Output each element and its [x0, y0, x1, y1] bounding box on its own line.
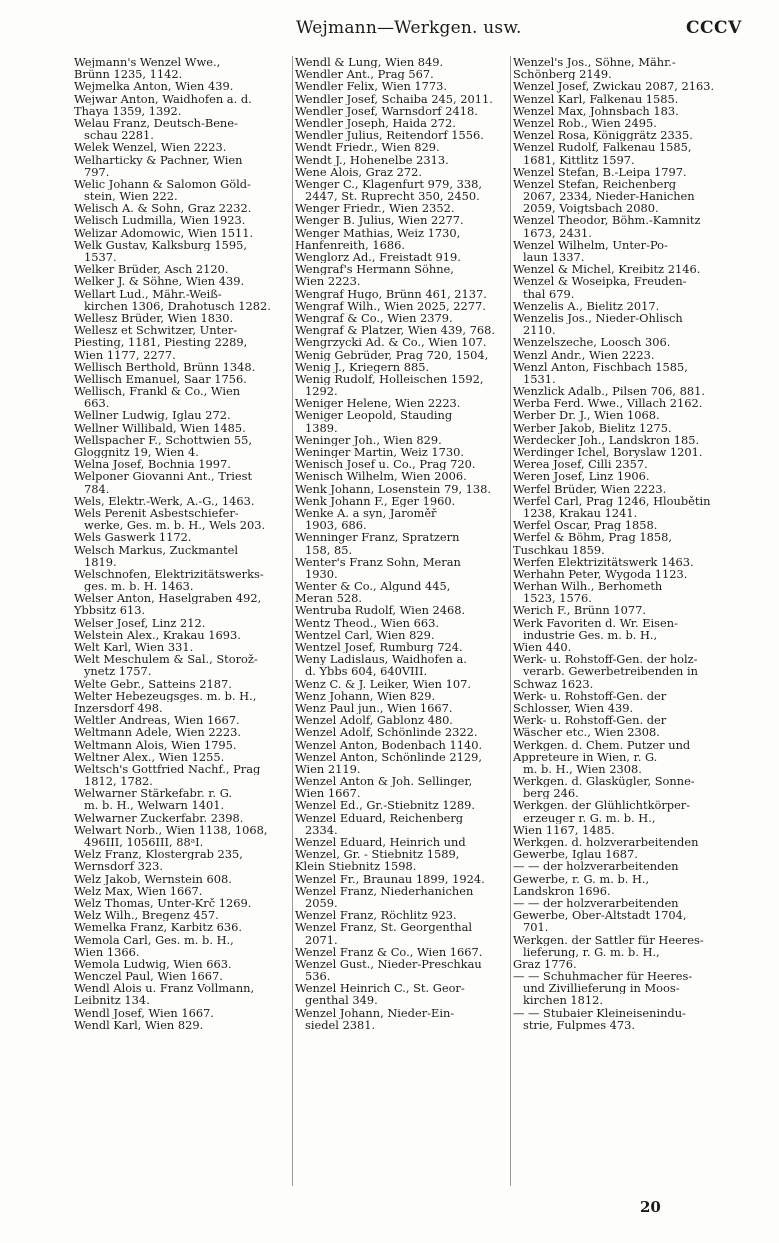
directory-line: Leibnitz 134.: [74, 994, 150, 1007]
directory-line: berg 246.: [523, 787, 579, 800]
directory-line: — — Schuhmacher für Heeres-: [513, 970, 693, 983]
directory-line: Wenisch Josef u. Co., Prag 720.: [295, 458, 476, 471]
directory-line: Wien 1177, 2277.: [74, 348, 176, 361]
directory-line: Werkgen. d. Chem. Putzer und: [513, 738, 691, 751]
directory-line: Wejwar Anton, Waidhofen a. d.: [74, 92, 252, 105]
directory-line: 2334.: [305, 823, 338, 836]
directory-line: Welker Brüder, Asch 2120.: [74, 263, 229, 276]
directory-line: Wien 1167, 1485.: [513, 823, 615, 836]
directory-line: Wenzelszeche, Loosch 306.: [513, 336, 671, 349]
directory-line: industrie Ges. m. b. H.,: [523, 628, 658, 641]
directory-line: genthal 349.: [305, 994, 378, 1007]
directory-line: 1673, 2431.: [523, 226, 592, 239]
directory-line: Wenzel Wilhelm, Unter-Po-: [513, 238, 668, 251]
directory-line: Wengraf Hugo, Brünn 461, 2137.: [295, 287, 487, 300]
directory-line: erzeuger r. G. m. b. H.,: [523, 811, 656, 824]
directory-line: Wentzel Carl, Wien 829.: [295, 628, 435, 641]
directory-line: Welt Meschulem & Sal., Storož-: [74, 653, 258, 666]
directory-line: Wenzel & Woseipka, Freuden-: [513, 275, 687, 288]
directory-line: Wellspacher F., Schottwien 55,: [74, 433, 252, 446]
directory-line: m. b. H., Welwarn 1401.: [84, 799, 225, 812]
directory-line: 1389.: [305, 421, 338, 434]
directory-line: Wenzel Franz, Röchlitz 923.: [295, 909, 457, 922]
directory-line: Werdecker Joh., Landskron 185.: [513, 433, 700, 446]
directory-line: Wien 2223.: [295, 275, 361, 288]
directory-line: Welz Wilh., Bregenz 457.: [74, 909, 219, 922]
directory-line: Schwaz 1623.: [513, 677, 594, 690]
directory-line: lieferung, r. G. m. b. H.,: [523, 945, 660, 958]
directory-line: Wellisch Emanuel, Saar 1756.: [74, 372, 247, 386]
directory-line: Wene Alois, Graz 272.: [295, 165, 422, 178]
directory-line: Schönberg 2149.: [513, 68, 612, 81]
directory-line: 1930.: [305, 567, 338, 581]
directory-line: 1812, 1782.: [84, 775, 153, 788]
directory-line: Wellner Willibald, Wien 1485.: [74, 421, 246, 434]
directory-line: Tuschkau 1859.: [513, 543, 605, 556]
directory-line: Wemola Ludwig, Wien 663.: [74, 957, 232, 971]
directory-line: Wäscher etc., Wien 2308.: [513, 726, 660, 739]
directory-line: Werfel Oscar, Prag 1858.: [513, 519, 658, 532]
directory-line: Werkgen. d. holzverarbeitenden: [513, 836, 699, 849]
directory-line: stein, Wien 222.: [84, 190, 178, 203]
directory-line: kirchen 1812.: [523, 994, 604, 1007]
directory-line: Wenzel Theodor, Böhm.-Kamnitz: [513, 214, 701, 227]
directory-line: Inzersdorf 498.: [74, 701, 163, 715]
directory-line: Weniger Helene, Wien 2223.: [295, 397, 461, 410]
directory-line: Wenisch Wilhelm, Wien 2006.: [295, 470, 467, 483]
directory-line: Wenzel Anton, Bodenbach 1140.: [295, 738, 483, 751]
directory-line: Wenzlick Adalb., Pilsen 706, 881.: [513, 385, 705, 398]
directory-line: Welwart Norb., Wien 1138, 1068,: [74, 823, 268, 836]
directory-line: Wenger C., Klagenfurt 979, 338,: [295, 177, 482, 191]
directory-line: Wendt J., Hohenelbe 2313.: [295, 153, 449, 166]
page-header: [0, 12, 779, 46]
directory-line: Werkgen. der Sattler für Heeres-: [513, 933, 704, 946]
directory-line: Welser Anton, Haselgraben 492,: [74, 592, 262, 605]
directory-line: Wentruba Rudolf, Wien 2468.: [295, 604, 466, 617]
directory-line: Gewerbe, Iglau 1687.: [513, 848, 638, 861]
directory-line: laun 1337.: [523, 251, 585, 264]
directory-line: Wengraf & Platzer, Wien 439, 768.: [295, 324, 496, 337]
directory-line: Wellner Ludwig, Iglau 272.: [74, 409, 231, 422]
directory-line: Welte Gebr., Satteins 2187.: [74, 677, 232, 690]
directory-line: Wenk Johann F., Eger 1960.: [295, 494, 456, 507]
directory-line: Weltsch's Gottfried Nachf., Prag: [74, 762, 261, 776]
directory-line: kirchen 1306, Drahotusch 1282.: [84, 299, 271, 312]
directory-line: Wellesz Brüder, Wien 1830.: [74, 311, 234, 325]
column-3: [510, 56, 725, 1186]
directory-columns: [74, 56, 722, 1186]
directory-line: 1681, Kittlitz 1597.: [523, 153, 635, 166]
directory-line: Wellart Lud., Mähr.-Weiß-: [74, 287, 222, 300]
directory-line: Weltmann Adele, Wien 2223.: [74, 726, 241, 739]
directory-line: werke, Ges. m. b. H., Wels 203.: [84, 519, 266, 532]
directory-line: 2067, 2334, Nieder-Hanichen: [523, 190, 695, 203]
directory-line: Welser Josef, Linz 212.: [74, 616, 206, 629]
directory-line: Werhahn Peter, Wygoda 1123.: [513, 567, 688, 581]
directory-line: 2447, St. Ruprecht 350, 2450.: [305, 190, 480, 203]
directory-line: Welk Gustav, Kalksburg 1595,: [74, 238, 247, 251]
directory-line: Welharticky & Pachner, Wien: [74, 153, 243, 166]
directory-line: Wenz Paul jun., Wien 1667.: [295, 701, 453, 715]
directory-line: Werhan Wilh., Berhometh: [513, 580, 663, 593]
directory-line: Wemola Carl, Ges. m. b. H.,: [74, 933, 234, 946]
directory-line: Welschnofen, Elektrizitätswerks-: [74, 567, 264, 581]
directory-line: 784.: [84, 482, 110, 495]
footer-mark: 20: [640, 1198, 661, 1216]
directory-line: Welz Jakob, Wernstein 608.: [74, 872, 232, 885]
directory-line: Welz Max, Wien 1667.: [74, 884, 203, 897]
directory-line: Welt Karl, Wien 331.: [74, 641, 194, 654]
directory-line: Wenter & Co., Algund 445,: [295, 580, 451, 593]
directory-line: Wenzl Anton, Fischbach 1585,: [513, 360, 688, 373]
directory-line: Wenig Gebrüder, Prag 720, 1504,: [295, 348, 489, 361]
directory-line: Werber Dr. J., Wien 1068.: [513, 409, 660, 422]
directory-line: 701.: [523, 921, 549, 934]
directory-line: Weltler Andreas, Wien 1667.: [74, 714, 240, 727]
directory-line: siedel 2381.: [305, 1018, 376, 1031]
directory-line: Welizar Adomowic, Wien 1511.: [74, 226, 254, 239]
directory-line: Wenzel Rob., Wien 2495.: [513, 116, 657, 130]
directory-line: 1238, Krakau 1241.: [523, 506, 638, 520]
directory-line: Wien 1366.: [74, 945, 140, 958]
directory-line: Wellesz et Schwitzer, Unter-: [74, 324, 238, 337]
directory-line: Werk- u. Rohstoff-Gen. der: [513, 714, 667, 727]
directory-line: Wenzel Heinrich C., St. Geor-: [295, 982, 465, 995]
directory-line: Gewerbe, r. G. m. b. H.,: [513, 872, 650, 885]
directory-line: Welter Hebezeugsges. m. b. H.,: [74, 689, 257, 702]
directory-line: Wendler Josef, Schaiba 245, 2011.: [295, 92, 493, 105]
directory-line: schau 2281.: [84, 129, 154, 142]
directory-line: und Zivillieferung in Moos-: [523, 982, 680, 995]
column-2: [292, 56, 507, 1186]
directory-line: Wenzel Franz, Niederhanichen: [295, 884, 474, 897]
directory-line: Thaya 1359, 1392.: [74, 104, 182, 117]
directory-line: — — Stubaier Kleineisenindu-: [513, 1006, 686, 1019]
directory-line: Wenninger Franz, Spratzern: [295, 531, 460, 544]
directory-line: Welisch Ludmilla, Wien 1923.: [74, 214, 246, 227]
directory-line: Wenger Friedr., Wien 2352.: [295, 202, 455, 215]
directory-line: 1903, 686.: [305, 519, 367, 532]
directory-line: Wejmelka Anton, Wien 439.: [74, 80, 234, 93]
directory-line: Wenk Johann, Losenstein 79, 138.: [295, 482, 492, 495]
directory-line: Wenger Mathias, Weiz 1730,: [295, 226, 461, 239]
directory-line: Werdinger Ichel, Boryslaw 1201.: [513, 446, 703, 459]
directory-line: Wenzel, Gr. - Stiebnitz 1589,: [295, 848, 460, 861]
directory-line: Wien 2119.: [295, 762, 361, 776]
directory-line: Welna Josef, Bochnia 1997.: [74, 458, 231, 471]
directory-line: 2059.: [305, 896, 338, 910]
directory-line: Hanfenreith, 1686.: [295, 238, 405, 251]
directory-line: Weninger Martin, Weiz 1730.: [295, 446, 465, 459]
directory-line: Wenger B. Julius, Wien 2277.: [295, 214, 464, 227]
directory-line: Wenczel Paul, Wien 1667.: [74, 970, 223, 983]
directory-line: d. Ybbs 604, 640VIII.: [305, 665, 428, 678]
page-number: CCCV: [686, 18, 742, 38]
directory-line: Wendl Alois u. Franz Vollmann,: [74, 982, 255, 995]
directory-line: Ybbsitz 613.: [74, 604, 146, 617]
directory-line: Welstein Alex., Krakau 1693.: [74, 628, 241, 641]
directory-line: Wendt Friedr., Wien 829.: [295, 141, 440, 154]
directory-line: Werich F., Brünn 1077.: [513, 604, 646, 617]
directory-line: Wentzel Josef, Rumburg 724.: [295, 641, 463, 654]
directory-line: Wels Perenit Asbestschiefer-: [74, 506, 239, 520]
directory-line: Welker J. & Söhne, Wien 439.: [74, 275, 245, 288]
directory-line: Wengraf's Hermann Söhne,: [295, 263, 454, 276]
directory-line: Wengraf & Co., Wien 2379.: [295, 311, 453, 325]
directory-line: Wenzelis A., Bielitz 2017.: [513, 299, 660, 312]
directory-line: Werba Ferd. Wwe., Villach 2162.: [513, 397, 703, 410]
directory-line: Wengrzycki Ad. & Co., Wien 107.: [295, 336, 487, 349]
directory-line: Werk Favoriten d. Wr. Eisen-: [513, 616, 678, 629]
directory-line: Wendl & Lung, Wien 849.: [295, 56, 444, 69]
directory-line: Wenzel Fr., Braunau 1899, 1924.: [295, 872, 485, 885]
directory-line: 2071.: [305, 933, 338, 946]
directory-line: 663.: [84, 397, 110, 410]
directory-line: Wenzel Max, Johnsbach 183.: [513, 104, 679, 117]
directory-line: Wenter's Franz Sohn, Meran: [295, 555, 461, 568]
directory-line: Klein Stiebnitz 1598.: [295, 860, 417, 873]
directory-line: Wien 440.: [513, 641, 572, 654]
directory-line: Landskron 1696.: [513, 884, 611, 897]
directory-line: Wenig Rudolf, Holleischen 1592,: [295, 372, 484, 386]
directory-line: Wenzel Franz, St. Georgenthal: [295, 921, 473, 934]
directory-line: Welic Johann & Salomon Göld-: [74, 177, 251, 191]
directory-line: verarb. Gewerbetreibenden in: [523, 665, 698, 678]
directory-line: Piesting, 1181, Piesting 2289,: [74, 336, 248, 349]
directory-line: 2059, Voigtsbach 2080.: [523, 202, 659, 215]
directory-line: Welz Thomas, Unter-Krč 1269.: [74, 896, 252, 910]
directory-line: Appreteure in Wien, r. G.: [513, 750, 658, 763]
directory-line: Wenzel Stefan, B.-Leipa 1797.: [513, 165, 687, 178]
directory-line: Wenglorz Ad., Freistadt 919.: [295, 251, 461, 264]
directory-line: Werfel Brüder, Wien 2223.: [513, 482, 667, 495]
directory-line: Welz Franz, Klostergrab 235,: [74, 848, 243, 861]
directory-line: Brünn 1235, 1142.: [74, 68, 183, 81]
directory-line: Werea Josef, Cilli 2357.: [513, 458, 648, 471]
directory-line: Gewerbe, Ober-Altstadt 1704,: [513, 909, 687, 922]
directory-line: Wendler Josef, Warnsdorf 2418.: [295, 104, 478, 117]
directory-line: 1531.: [523, 372, 556, 386]
page-title: Wejmann—Werkgen. usw.: [296, 18, 522, 38]
directory-line: 1819.: [84, 555, 117, 568]
directory-line: Wenzel Rosa, Königgrätz 2335.: [513, 129, 693, 142]
directory-line: 2110.: [523, 324, 556, 337]
directory-line: Wengraf Wilh., Wien 2025, 2277.: [295, 299, 486, 312]
directory-line: Werber Jakob, Bielitz 1275.: [513, 421, 672, 434]
directory-line: Werfel Carl, Prag 1246, Hloubětin: [513, 494, 711, 507]
directory-line: Wenzel Karl, Falkenau 1585.: [513, 92, 679, 105]
directory-line: — — der holzverarbeitenden: [513, 896, 679, 910]
directory-line: Wendl Josef, Wien 1667.: [74, 1006, 214, 1019]
directory-line: Wenzel Ed., Gr.-Stiebnitz 1289.: [295, 799, 475, 812]
directory-line: 536.: [305, 970, 331, 983]
directory-line: 1537.: [84, 251, 117, 264]
directory-line: Weltmann Alois, Wien 1795.: [74, 738, 237, 751]
directory-line: Wemelka Franz, Karbitz 636.: [74, 921, 242, 934]
directory-line: Wien 1667.: [295, 787, 361, 800]
directory-line: Wenz C. & J. Leiker, Wien 107.: [295, 677, 471, 690]
directory-line: m. b. H., Wien 2308.: [523, 762, 642, 776]
directory-line: Wenzel Eduard, Reichenberg: [295, 811, 464, 824]
directory-line: Wels, Elektr.-Werk, A.-G., 1463.: [74, 494, 255, 507]
directory-line: Gloggnitz 19, Wien 4.: [74, 446, 199, 459]
directory-line: Werfen Elektrizitätswerk 1463.: [513, 555, 694, 568]
directory-line: Wenzl Andr., Wien 2223.: [513, 348, 655, 361]
directory-line: ges. m. b. H. 1463.: [84, 580, 194, 593]
directory-line: Wenzel Adolf, Gablonz 480.: [295, 714, 453, 727]
directory-line: strie, Fulpmes 473.: [523, 1018, 636, 1031]
directory-line: Welponer Giovanni Ant., Triest: [74, 470, 253, 483]
directory-line: Werkgen. der Glühlichtkörper-: [513, 799, 691, 812]
directory-line: Wendler Joseph, Haida 272.: [295, 116, 456, 130]
directory-line: Welwarner Stärkefabr. r. G.: [74, 787, 233, 800]
directory-line: Schlosser, Wien 439.: [513, 701, 634, 715]
directory-line: Wenzel & Michel, Kreibitz 2146.: [513, 263, 701, 276]
directory-line: Werfel & Böhm, Prag 1858,: [513, 531, 672, 544]
directory-line: Wenzel Gust., Nieder-Preschkau: [295, 957, 482, 971]
directory-line: ynetz 1757.: [84, 665, 152, 678]
directory-line: 496III, 1056III, 88ᵃI.: [84, 836, 204, 849]
directory-line: Welsch Markus, Zuckmantel: [74, 543, 238, 556]
directory-line: Weltner Alex., Wien 1255.: [74, 750, 225, 763]
directory-line: Wenzel Stefan, Reichenberg: [513, 177, 677, 191]
directory-line: Weniger Leopold, Stauding: [295, 409, 453, 422]
directory-line: Meran 528.: [295, 592, 362, 605]
directory-line: Wenzel Josef, Zwickau 2087, 2163.: [513, 80, 715, 93]
directory-line: Wellisch, Frankl & Co., Wien: [74, 385, 241, 398]
directory-line: Wendler Julius, Reitendorf 1556.: [295, 129, 484, 142]
directory-line: — — der holzverarbeitenden: [513, 860, 679, 873]
directory-line: thal 679.: [523, 287, 575, 300]
directory-line: 158, 85.: [305, 543, 353, 556]
directory-line: Welau Franz, Deutsch-Bene-: [74, 116, 238, 130]
directory-line: Wenzel Franz & Co., Wien 1667.: [295, 945, 483, 958]
column-1: [74, 56, 286, 1186]
directory-line: Weninger Joh., Wien 829.: [295, 433, 442, 446]
directory-line: Wenzel Adolf, Schönlinde 2322.: [295, 726, 478, 739]
directory-line: Wentz Theod., Wien 663.: [295, 616, 439, 629]
directory-line: Wellisch Berthold, Brünn 1348.: [74, 360, 256, 373]
directory-line: Wenzel Johann, Nieder-Ein-: [295, 1006, 455, 1019]
directory-line: Wenke A. a syn, Jaroměř: [295, 506, 437, 520]
directory-line: Wendl Karl, Wien 829.: [74, 1018, 204, 1031]
directory-line: 1523, 1576.: [523, 592, 592, 605]
directory-line: Werk- u. Rohstoff-Gen. der: [513, 689, 667, 702]
directory-line: Weny Ladislaus, Waidhofen a.: [295, 653, 467, 666]
directory-line: 1292.: [305, 385, 338, 398]
directory-line: Wenz Johann, Wien 829.: [295, 689, 436, 702]
directory-line: Welisch A. & Sohn, Graz 2232.: [74, 202, 252, 215]
directory-line: Welwarner Zuckerfabr. 2398.: [74, 811, 244, 824]
directory-line: Wenzel Anton, Schönlinde 2129,: [295, 750, 483, 763]
directory-line: Weren Josef, Linz 1906.: [513, 470, 650, 483]
directory-line: Wendler Ant., Prag 567.: [295, 68, 434, 81]
directory-line: Graz 1776.: [513, 957, 577, 971]
directory-line: Wenzelis Jos., Nieder-Ohlisch: [513, 311, 683, 325]
directory-line: Wernsdorf 323.: [74, 860, 163, 873]
directory-line: Wenzel Rudolf, Falkenau 1585,: [513, 141, 692, 154]
directory-line: 797.: [84, 165, 110, 178]
directory-line: Wenig J., Kriegern 885.: [295, 360, 430, 373]
directory-line: Wenzel's Jos., Söhne, Mähr.-: [513, 56, 676, 69]
directory-line: Wendler Felix, Wien 1773.: [295, 80, 448, 93]
directory-line: Wejmann's Wenzel Wwe.,: [74, 56, 221, 69]
directory-line: Wels Gaswerk 1172.: [74, 531, 192, 544]
directory-line: Welek Wenzel, Wien 2223.: [74, 141, 227, 154]
directory-line: Werkgen. d. Glaskügler, Sonne-: [513, 775, 695, 788]
directory-line: Wenzel Anton & Joh. Sellinger,: [295, 775, 473, 788]
directory-line: Wenzel Eduard, Heinrich und: [295, 836, 466, 849]
directory-line: Werk- u. Rohstoff-Gen. der holz-: [513, 653, 698, 666]
